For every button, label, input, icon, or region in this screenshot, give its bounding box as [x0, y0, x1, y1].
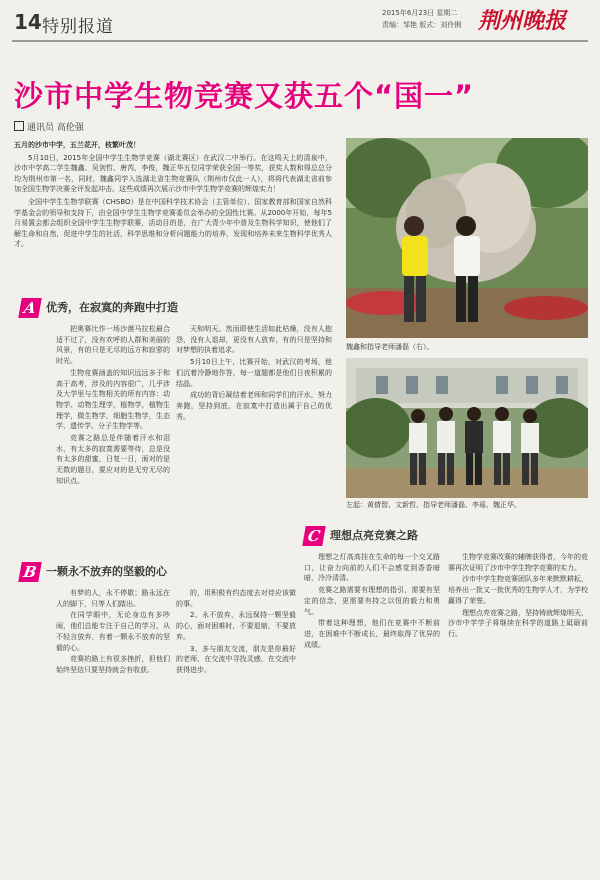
lead-paragraph: 5月10日，2015年全国中学生生物学竞赛（湖北赛区）在武汉二中举行。在这鸣天上的清泉中，沙市中学高二学生魏鑫、吴剑哲、唐芮，李俊，魏正华五位同学荣获全国一等奖，获奖人数和得总总分均为荆州市第一名，同时，魏鑫同学入选湖北省生物竞赛队（荆州市仅此一人），将将代表湖北省前参加全国生物学决赛全评发起冲击。这些成绩再次展示沙市中学生物学竞赛的辉煌实力！ [14, 153, 332, 194]
paragraph: 天和明天。然而即使生活如此枯燥，没有人抱怨，没有人退却，更没有人放弃，有的只是坚持和对梦想的执着追求。 [176, 325, 332, 355]
lead-paragraphs [14, 140, 332, 252]
section-title: 特别报道 [42, 17, 114, 37]
issue-date: 2015年6月23日 星期二 [382, 9, 458, 17]
paragraph: 理想之灯高高挂在生命的每一个交叉路口，让奋力向前的人们不会感觉到香香暗暗，冷冷清清。 [304, 553, 440, 583]
paragraph: 3、多与朋友交流，朋友是你最好的老师，在交流中寻找灵感，在交流中获得进步。 [176, 644, 296, 674]
paragraph: 生物学竞赛改赛的辅牌获得者，今年的竞赛再次证明了沙市中学生物学竞赛的实力。 [448, 553, 588, 572]
paragraph: 生物竞赛涵盖的知识远远多于和高于高考，涉及的内容很广，几乎涉及大学里与生物相关的所有内容：动物学、动物生理学，植物学，植物生理学，微生物学，细胞生物学，生态学、遗传学、分子生物学等。 [56, 368, 170, 431]
section-letter: B [18, 562, 42, 582]
page-header [0, 0, 600, 44]
paragraph: 在同学眼中，无论身边有多吵闹，他们总能专注于自己的学习，从不轻言放弃，有着一颗永不放弃的坚毅的心。 [56, 611, 170, 652]
section-a-column-1 [56, 324, 170, 554]
section-b-column-2 [176, 588, 296, 874]
section-title: 理想点亮竞赛之路 [330, 529, 418, 542]
paragraph: 的，用积极有约态度去对待应该做的事。 [176, 589, 296, 608]
page-number: 14 [14, 10, 42, 34]
section-title: 一颗永不放弃的坚毅的心 [46, 565, 167, 578]
section-b-column-1 [56, 588, 170, 874]
paragraph: 竞赛之路需要有理想的指引，需要有坚定的信念，更需要有持之以恒的毅力和勇气。 [304, 586, 440, 616]
newspaper-masthead: 荆州晚报 [478, 8, 567, 34]
section-title: 优秀，在寂寞的奔跑中打造 [46, 301, 178, 314]
section-c-column-1 [304, 552, 440, 874]
header-rule [12, 40, 588, 42]
paragraph: 把奥赛比作一场沙漠马拉松最合适不过了，没有欢呼的人群和美丽的风景，有的只是无尽的远方和寂寥的时光。 [56, 325, 170, 366]
section-c-column-2 [448, 552, 588, 874]
section-letter: A [18, 298, 42, 318]
byline-box-icon [14, 121, 24, 131]
paragraph: 竞赛的路上有很多挫折，但他们始终坚信只要坚持就会有收获。 [56, 655, 170, 674]
byline-text: 通讯员 高伦强 [27, 123, 84, 133]
paragraph: 竞赛之路总是伴随着汗水和泪水，有太多的寂寞需要等待，总是没有太多的甜蜜，日复一日，面对的是无数的题目，要应对的是无穷无尽的知识点。 [56, 434, 170, 485]
paragraph: 带着这种理想，他们在竞赛中不断前进，在困难中不断成长，最终取得了优异的成绩。 [304, 619, 440, 649]
lead-paragraph: 五月的沙市中学，五兰花开，枝繁叶茂！ [14, 141, 140, 149]
section-c-heading [304, 526, 418, 546]
section-a-column-2 [176, 324, 332, 554]
byline [14, 120, 84, 133]
photo-group [346, 358, 588, 498]
section-letter: C [302, 526, 326, 546]
lead-paragraph: 全国中学生生物学联赛（CHSBO）是在中国科学技术协会（主管单位）、国家教育部和国家自然科学基金会的领导和支持下，由全国中学生生物学竞赛委员会举办的全国性比赛。从2000年开始，每年5月易置会都会组织全国中学生生物学联赛，活动目的是，在广大青少年中普及生物科学知识，使他们了解生命和自然，促进中学生的社活，科学思维和分析问题能力的培养，发现和培养未来生物科学优秀人才。 [14, 197, 332, 249]
paragraph: 有梦的人，永不停歇；路永远在人的脚下，只等人们踏出。 [56, 589, 170, 608]
section-a-heading [20, 298, 178, 318]
paragraph: 5月10日上午，比赛开始，对武汉的考场，他们沉着冷静地作答，每一道题都是他们日夜积累的结晶。 [176, 358, 332, 388]
article-headline: 沙市中学生物竞赛又获五个“国一” [14, 79, 475, 113]
photo-student-and-teacher [346, 138, 588, 338]
editor-credit: 责编：邹艳 版式：刘伶俐 [382, 21, 462, 29]
paragraph: 理想点亮竞赛之路，坚持铸就辉煌明天，沙市中学学子将继续在科学的道路上砥砺前行。 [448, 608, 588, 638]
paragraph: 2、永不放弃，永远保持一颗坚毅的心，面对困难时，不要退缩，不要放弃。 [176, 611, 296, 641]
photo-caption: 左起：黄倩智、文新哲、指导老师潘磊、李瑶、魏正华。 [346, 501, 521, 509]
photo-caption: 魏鑫和指导老师潘磊（右）。 [346, 343, 434, 351]
paragraph: 成功的背后凝结着老师和同学们的汗水，努力奔跑，坚持到底，在寂寞中打造出属于自己的优秀。 [176, 391, 332, 421]
paragraph: 沙市中学生物竞赛团队多年来默默耕耘，培养出一批又一批优秀的生物学人才，为学校赢得了荣誉。 [448, 575, 588, 605]
section-b-heading [20, 562, 167, 582]
